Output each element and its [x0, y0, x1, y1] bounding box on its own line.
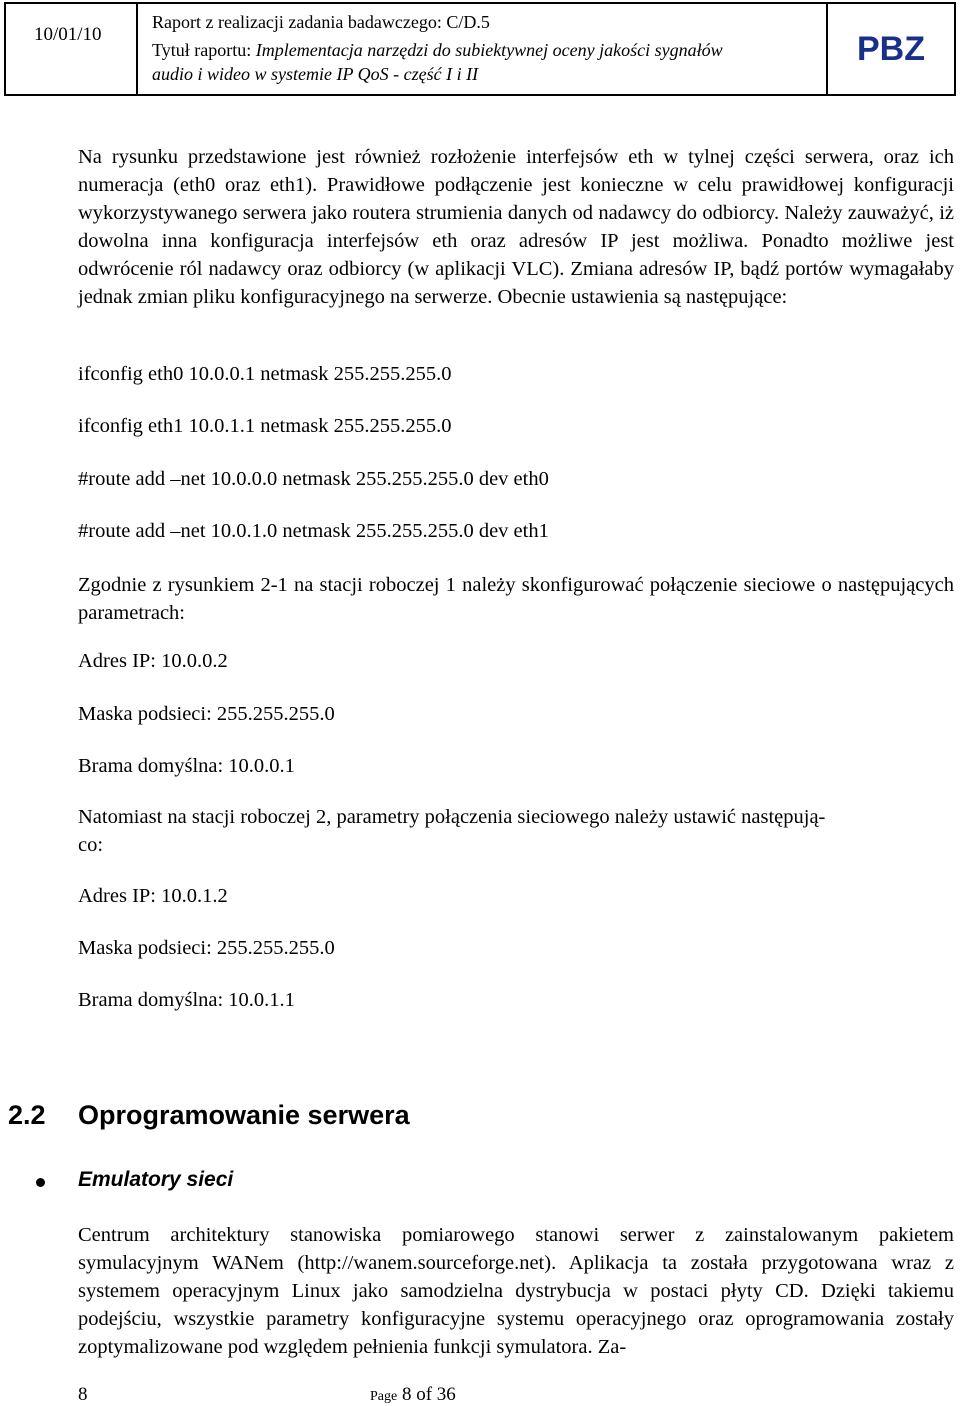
- header-title-block: [138, 4, 828, 94]
- header-title-prefix: Tytuł raportu:: [152, 40, 256, 60]
- section-number: 2.2: [8, 1100, 46, 1130]
- ws2-subnet-mask: Maska podsieci: 255.255.255.0: [78, 937, 335, 959]
- command-ifconfig-eth0: ifconfig eth0 10.0.0.1 netmask 255.255.255.0: [78, 363, 452, 385]
- command-ifconfig-eth1: ifconfig eth1 10.0.1.1 netmask 255.255.255.0: [78, 415, 452, 437]
- command-route-eth0: #route add –net 10.0.0.0 netmask 255.255.255.0 dev eth0: [78, 468, 549, 490]
- header-report-title: [152, 40, 723, 61]
- header-report-name: Raport z realizacji zadania badawczego: C/D.5: [152, 12, 490, 32]
- header-title-continued: audio i wideo w systemie IP QoS - część I i II: [152, 64, 479, 84]
- bullet-icon: [36, 1178, 45, 1187]
- section-title: Oprogramowanie serwera: [78, 1100, 410, 1130]
- paragraph-workstation-2-line2: co:: [78, 834, 104, 856]
- header-date: 10/01/10: [6, 4, 138, 94]
- section-heading: [8, 1100, 410, 1131]
- ws1-subnet-mask: Maska podsieci: 255.255.255.0: [78, 703, 335, 725]
- command-route-eth1: #route add –net 10.0.1.0 netmask 255.255.255.0 dev eth1: [78, 520, 549, 542]
- paragraph-wanem: Centrum architektury stanowiska pomiarowego stanowi serwer z zainstalowanym pakietem symulacyjnym WANem (http://wanem.sourceforge.net). Aplikacja ta została przygotowana wraz z systemem operacyjnym Linux jako samodzielna dystrybucja w postaci płyty CD. Dzięki takiemu podejściu, wszystkie parametry konfiguracyjne systemu operacyjnego oraz oprogramowania zostały zoptymalizowane pod względem pełnienia funkcji symulatora. Za-: [78, 1224, 954, 1358]
- report-header: [4, 2, 956, 96]
- paragraph-workstation-1: Zgodnie z rysunkiem 2-1 na stacji roboczej 1 należy skonfigurować połączenie sieciowe o następujących parametrach:: [78, 574, 954, 624]
- paragraph-interfaces: Na rysunku przedstawione jest również rozłożenie interfejsów eth w tylnej części serwera, oraz ich numeracja (eth0 oraz eth1). Prawidłowe podłączenie jest konieczne w celu prawidłowej konfiguracji wykorzystywanego serwera jako routera strumienia danych od nadawcy do odbiorcy. Należy zauważyć, iż dowolna inna konfiguracja interfejsów eth oraz adresów IP jest możliwa. Ponadto możliwe jest odwrócenie ról nadawcy oraz odbiorcy (w aplikacji VLC). Zmiana adresów IP, bądź portów wymagałaby jednak zmian pliku konfiguracyjnego na serwerze. Obecnie ustawienia są następujące:: [78, 146, 954, 308]
- ws1-gateway: Brama domyślna: 10.0.0.1: [78, 755, 295, 777]
- ws2-ip-address: Adres IP: 10.0.1.2: [78, 885, 228, 907]
- footer-page-info: [370, 1384, 456, 1406]
- pbz-logo: PBZ: [857, 30, 925, 68]
- ws2-gateway: Brama domyślna: 10.0.1.1: [78, 989, 295, 1011]
- header-title-italic: Implementacja narzędzi do subiektywnej oceny jakości sygnałów: [255, 40, 723, 60]
- footer-page-of: 8 of 36: [401, 1384, 456, 1405]
- bullet-heading: Emulatory sieci: [78, 1168, 234, 1191]
- footer-page-number: 8: [78, 1384, 88, 1405]
- ws1-ip-address: Adres IP: 10.0.0.2: [78, 650, 228, 672]
- paragraph-workstation-2-line1: Natomiast na stacji roboczej 2, parametry połączenia sieciowego należy ustawić następują-: [78, 806, 826, 828]
- footer-page-label: Page: [370, 1389, 398, 1404]
